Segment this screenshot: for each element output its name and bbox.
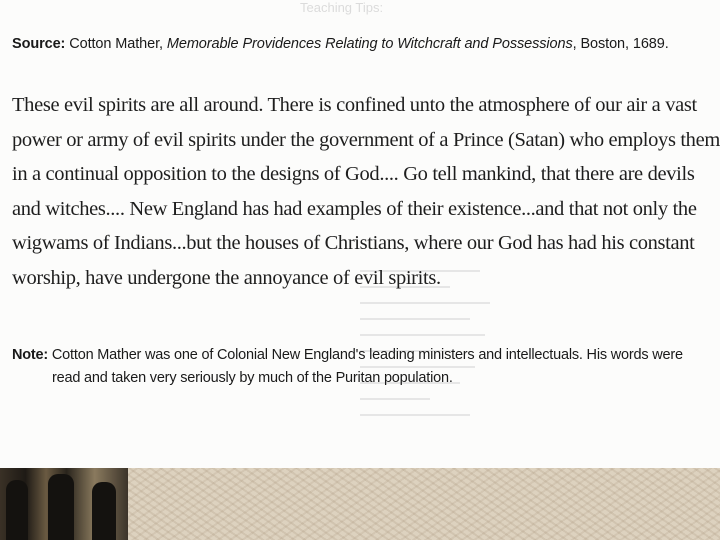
- bleed-through-text: Teaching Tips:: [300, 0, 384, 15]
- photo-figure: [6, 480, 28, 540]
- source-label: Source:: [12, 36, 66, 52]
- note-text-line: read and taken very seriously by much of the Puritan population.: [52, 370, 453, 386]
- source-author: Cotton Mather,: [69, 36, 163, 52]
- source-title: Memorable Providences Relating to Witchcraft and Possessions: [166, 36, 573, 52]
- note-text-line: Cotton Mather was one of Colonial New England's leading ministers and intellectuals. His words were: [51, 347, 683, 363]
- photo-figure: [48, 474, 74, 540]
- quote-block: [12, 88, 720, 295]
- source-place-date: , Boston, 1689.: [572, 36, 669, 52]
- quote-line: These evil spirits are all around. There is confined unto the atmosphere of our air a vast: [12, 94, 697, 116]
- quote-line: worship, have undergone the annoyance of evil spirits.: [12, 266, 441, 289]
- quote-line: and witches.... New England has had examples of their existence...and that not only the: [12, 197, 697, 220]
- quote-line: power or army of evil spirits under the government of a Prince (Satan) who employs them: [12, 128, 720, 151]
- quote-line: in a continual opposition to the designs of God.... Go tell mankind, that there are devils: [12, 163, 695, 185]
- source-citation: [12, 36, 712, 52]
- quote-line: wigwams of Indians...but the houses of Christians, where our God has had his constant: [12, 232, 695, 254]
- note-block: [12, 344, 712, 390]
- decorative-photo: [0, 468, 128, 540]
- note-label: Note:: [12, 347, 49, 363]
- photo-figure: [92, 482, 116, 540]
